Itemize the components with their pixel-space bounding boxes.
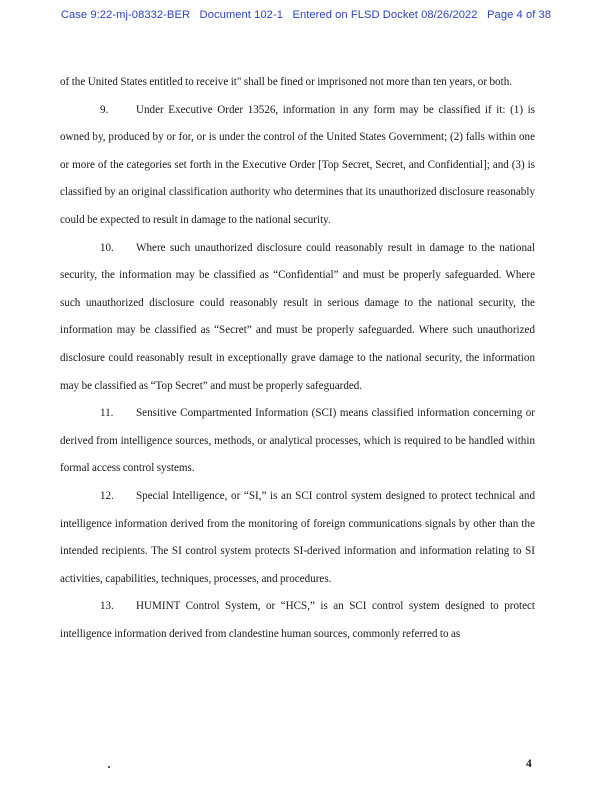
paragraph-number: 11.: [100, 407, 114, 420]
paragraph-12: [60, 483, 535, 593]
paragraph-text: Special Intelligence, or “SI,” is an SCI control system designed to protect technical and intelligence information derived from the monitoring of foreign communications signals by other than the intended recipients. The SI control system protects SI-derived information and information relating to SI activities, capabilities, techniques, processes, and procedures.: [60, 489, 535, 585]
paragraph-10: [60, 235, 535, 401]
paragraph-13: [60, 593, 535, 648]
paragraph-text: Where such unauthorized disclosure could reasonably result in damage to the national security, the information may be classified as “Confidential” and must be properly safeguarded. Where such unauthorized disclosure could reasonably result in serious damage to the national security, the information may be classified as “Secret” and must be properly safeguarded. Where such unauthorized disclosure could reasonably result in exceptionally grave damage to the national security, the information may be classified as “Top Secret” and must be properly safeguarded.: [60, 241, 535, 392]
paragraph-text: Under Executive Order 13526, information in any form may be classified if it: (1) is owned by, produced by or for, or is under the control of the United States Government; (2) falls within one or more of the categories set forth in the Executive Order [Top Secret, Secret, and Confidential]; and (3) is classified by an original classification authority who determines that its unauthorized disclosure reasonably could be expected to result in damage to the national security.: [60, 103, 535, 226]
paragraph-text: Sensitive Compartmented Information (SCI) means classified information concerning or derived from intelligence sources, methods, or analytical processes, which is required to be handled within formal access control systems.: [60, 407, 535, 475]
paragraph-number: 12.: [100, 489, 114, 502]
paragraph-number: 10.: [100, 241, 114, 254]
document-body: [60, 69, 535, 648]
filing-header-stamp: Case 9:22-mj-08332-BER Document 102-1 Entered on FLSD Docket 08/26/2022 Page 4 of 38: [60, 9, 552, 21]
paragraph-text: HUMINT Control System, or “HCS,” is an SCI control system designed to protect intelligence information derived from clandestine human sources, commonly referred to as: [60, 600, 535, 640]
paragraph-11: [60, 400, 535, 483]
page-number: 4: [526, 758, 532, 770]
scan-speck: [108, 766, 110, 768]
paragraph-number: 9.: [100, 103, 109, 116]
paragraph-9: [60, 97, 535, 235]
continuation-paragraph: of the United States entitled to receive it" shall be fined or imprisoned not more than ten years, or both.: [60, 76, 513, 88]
paragraph-number: 13.: [100, 600, 114, 613]
